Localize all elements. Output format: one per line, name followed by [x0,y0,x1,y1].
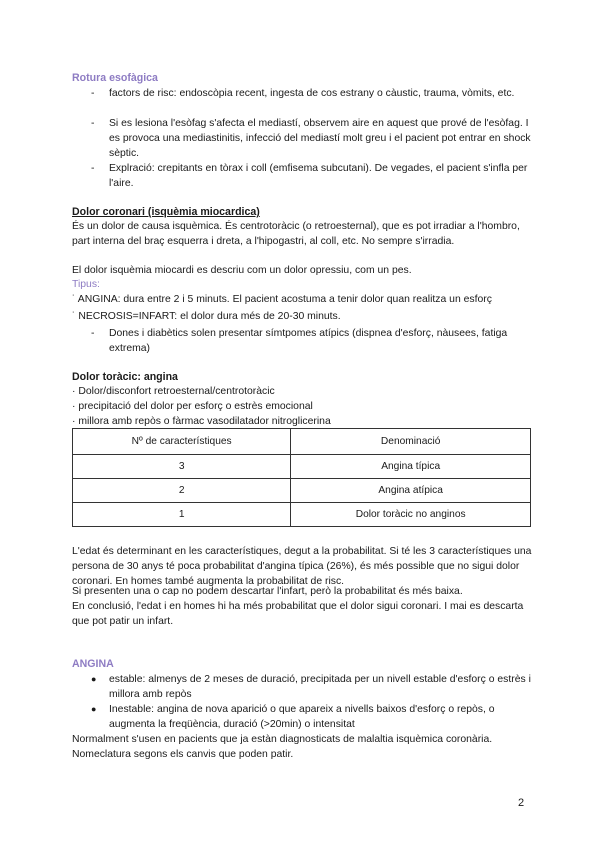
paragraph-edat: L'edat és determinant en les característiques, degut a la probabilitat. Si té les 3 característiques una persona de 30 anys té poca probabilitat d'angina típica (26%), és més possible que no sigui dolor coronari. En homes també augmenta la probabilitat de risc. [72,546,532,587]
list-item [91,326,531,356]
heading-rotura-esofagica: Rotura esofàgica [72,72,158,84]
dash-marker: - [91,163,95,174]
characteristics-table [72,428,531,527]
table-cell: Dolor toràcic no anginos [291,503,531,527]
table-cell: 1 [73,503,291,527]
paragraph-coronari-description: És un dolor de causa isquèmica. És centrotoràcic (o retroesternal), que es pot irradiar a l'hombro, part interna del braç esquerra i dreta, a l'hipogastri, al coll, etc. No sempre s'irradia. [72,221,520,247]
list-item-text: Inestable: angina de nova aparició o que apareix a nivells baixos d'esforç o repòs, o augmenta la freqüència, duració (>20min) o intensitat [109,704,495,730]
table-header-cell: Nº de característiques [73,429,291,455]
table-cell: 2 [73,479,291,503]
list-item-text: Dones i diabètics solen presentar símtpomes atípics (dispnea d'esforç, nàusees, fatiga extrema) [109,328,508,354]
table-header-cell: Denominació [291,429,531,455]
list-item-text: Explració: crepitants en tòrax i coll (emfisema subcutani). De vegades, el pacient s'infla per l'aire. [109,163,528,189]
tipus-item-angina [72,292,532,307]
table-cell: Angina atípica [291,479,531,503]
list-item [91,116,531,161]
paragraph-infart: Si presenten una o cap no podem descartar l'infart, però la probabilitat és més baixa. [72,586,463,597]
list-item-text: factors de risc: endoscòpia recent, ingesta de cos estrany o càustic, trauma, vòmits, etc. [109,88,515,99]
bullet-marker: ● [91,704,97,714]
heading-dolor-toracic: Dolor toràcic: angina [72,371,178,383]
paragraph-conclusio: En conclusió, l'edat i en homes hi ha més probabilitat que el dolor sigui coronari. I mai es descarta que pot patir un infart. [72,601,524,627]
list-item [91,86,531,116]
dot-marker: ˙ [72,294,76,305]
paragraph-closing: Normalment s'usen en pacients que ja estàn diagnosticats de malaltia isquèmica coronària. Nomeclatura segons els canvis que poden patir. [72,734,493,760]
toracic-line: · Dolor/disconfort retroesternal/centrotoràcic [72,386,275,397]
dash-marker: - [91,328,95,339]
table-cell: 3 [73,455,291,479]
list-item-text: estable: almenys de 2 meses de duració, precipitada per un nivell estable d'esforç o estrès i millora amb repòs [109,674,531,700]
page-number: 2 [518,797,525,809]
toracic-line: · precipitació del dolor per esforç o estrès emocional [72,401,313,412]
heading-dolor-coronari: Dolor coronari (isquèmia miocardica) [72,206,260,218]
tipus-item-text: ANGINA: dura entre 2 i 5 minuts. El pacient acostuma a tenir dolor quan realitza un esforç [77,294,492,305]
list-item [91,672,531,702]
dash-marker: - [91,118,95,129]
paragraph-coronari-opressiu: El dolor isquèmia miocardi es descriu com un dolor opressiu, com un pes. [72,265,412,276]
table-row [73,479,531,503]
dot-marker: ˙ [72,311,76,322]
tipus-item-necrosis [72,309,532,324]
list-item-text: Si es lesiona l'esòfag s'afecta el mediastí, observem aire en aquest que prové de l'esòfag. I es provoca una mediastinitis, infecció del mediastí molt greu i el pacient pot entrar en shock sèptic. [109,118,531,159]
toracic-line: · millora amb repòs o fàrmac vasodilatador nitroglicerina [72,416,331,427]
table-row [73,503,531,527]
heading-angina: ANGINA [72,658,114,670]
tipus-item-text: NECROSIS=INFART: el dolor dura més de 20-30 minuts. [78,311,341,322]
table-cell: Angina típica [291,455,531,479]
table-row [73,455,531,479]
list-item [91,161,531,191]
tipus-label: Tipus: [72,279,100,290]
bullet-marker: ● [91,674,97,684]
table-header-row [73,429,531,455]
list-item [91,702,531,732]
dash-marker: - [91,88,95,99]
